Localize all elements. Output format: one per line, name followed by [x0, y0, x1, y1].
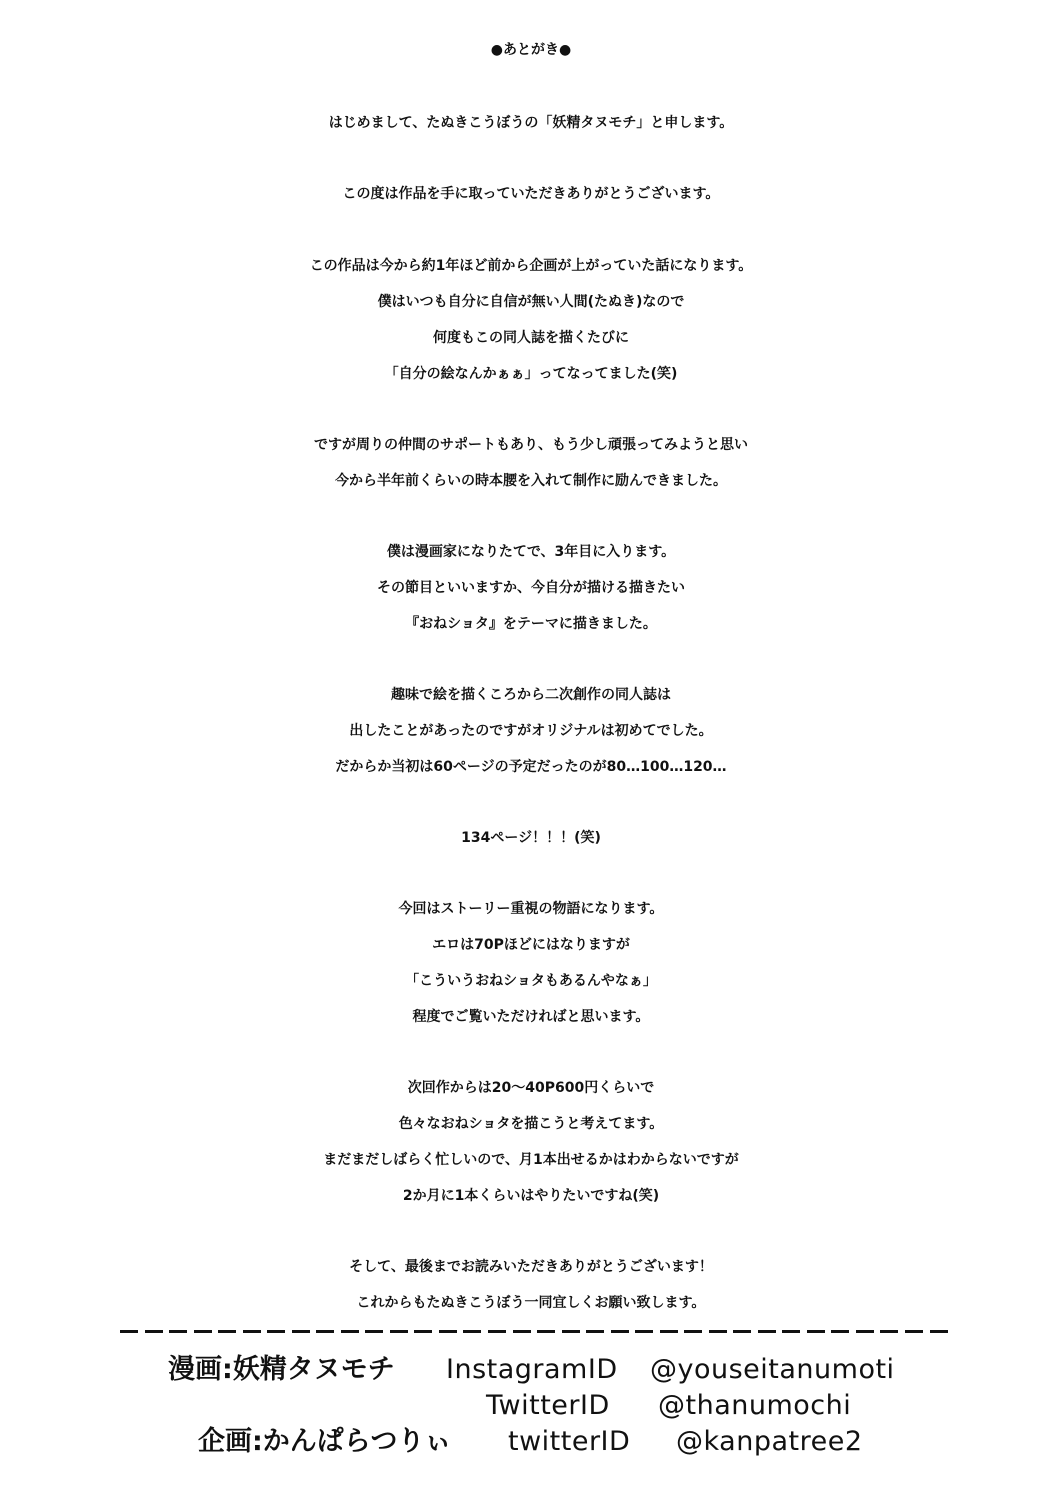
- closing-line: そして、最後までお読みいただきありがとうございます！: [349, 1259, 713, 1275]
- paragraph-line: 次回作からは20～40P600円くらいで: [407, 1080, 655, 1096]
- page-count-line: 134ページ！！！(笑): [461, 830, 601, 846]
- paragraph-line: 「自分の絵なんかぁぁ」ってなってました(笑): [384, 366, 678, 382]
- planning-twitter-handle: @kanpatree2: [676, 1426, 863, 1457]
- paragraph-line: だからか当初は60ページの予定だったのが80…100…120…: [335, 759, 727, 775]
- paragraph-line: 『おねショタ』をテーマに描きました。: [405, 616, 657, 632]
- instagram-handle: @youseitanumoti: [650, 1354, 895, 1385]
- paragraph-line: まだまだしばらく忙しいので、月1本出せるかはわからないですが: [323, 1152, 739, 1168]
- planning-twitter-label: twitterID: [508, 1426, 631, 1457]
- paragraph-line: 趣味で絵を描くころから二次創作の同人誌は: [391, 687, 671, 703]
- paragraph-line: エロは70Pほどにはなりますが: [432, 937, 630, 953]
- paragraph-line: 今回はストーリー重視の物語になります。: [398, 901, 664, 917]
- manga-credit: 漫画:妖精タヌモチ: [168, 1354, 395, 1385]
- paragraph-line: 今から半年前くらいの時本腰を入れて制作に励んできました。: [335, 473, 727, 489]
- paragraph-line: 2か月に1本くらいはやりたいですね(笑): [402, 1188, 660, 1204]
- divider-line: [120, 1326, 948, 1336]
- paragraph-line: 僕はいつも自分に自信が無い人間(たぬき)なので: [377, 294, 685, 310]
- paragraph-line: 色々なおねショタを描こうと考えてます。: [398, 1116, 664, 1132]
- paragraph-line: 何度もこの同人誌を描くたびに: [433, 330, 629, 346]
- paragraph-line: 僕は漫画家になりたてで、3年目に入ります。: [386, 544, 676, 560]
- twitter-handle: @thanumochi: [658, 1390, 852, 1421]
- planning-credit: 企画:かんぱらつりぃ: [198, 1426, 452, 1457]
- paragraph-line: 「こういうおねショタもあるんやなぁ」: [405, 973, 657, 989]
- greeting-line: はじめまして、たぬきこうぼうの「妖精タヌモチ」と申します。: [328, 115, 734, 131]
- closing-line: これからもたぬきこうぼう一同宜しくお願い致します。: [356, 1295, 706, 1311]
- paragraph-line: その節目といいますか、今自分が描ける描きたい: [377, 580, 685, 596]
- thanks-line: この度は作品を手に取っていただきありがとうございます。: [342, 186, 720, 202]
- instagram-label: InstagramID: [446, 1354, 618, 1385]
- paragraph-line: 程度でご覧いただければと思います。: [412, 1009, 650, 1025]
- twitter-label: TwitterID: [486, 1390, 610, 1421]
- afterword-title: ●あとがき●: [490, 42, 572, 58]
- paragraph-line: ですが周りの仲間のサポートもあり、もう少し頑張ってみようと思い: [314, 437, 748, 453]
- paragraph-line: この作品は今から約1年ほど前から企画が上がっていた話になります。: [309, 258, 753, 274]
- paragraph-line: 出したことがあったのですがオリジナルは初めてでした。: [349, 723, 713, 739]
